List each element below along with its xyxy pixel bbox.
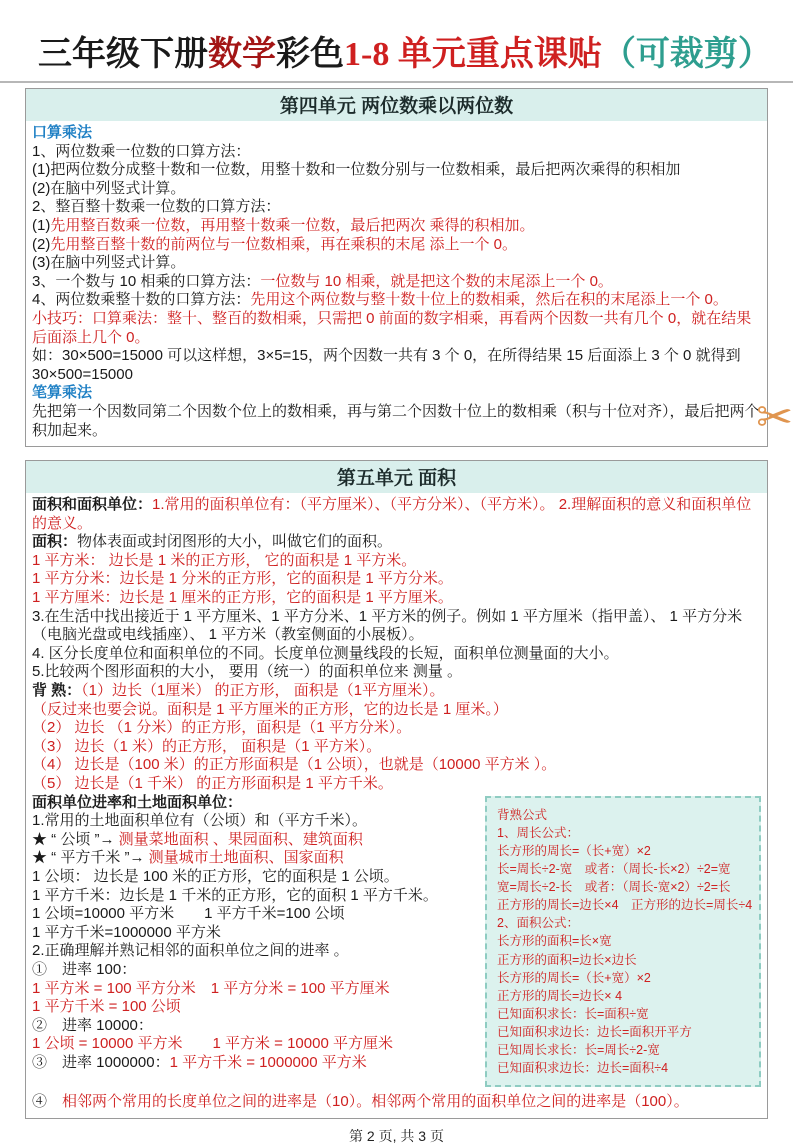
text-segment: （3） 边长（1 米）的正方形， 面积是（1 平方米）。 <box>32 737 382 755</box>
text-line <box>32 738 761 757</box>
text-line <box>32 161 761 180</box>
text-segment: 1、两位数乘一位数的口算方法： <box>32 142 251 160</box>
text-segment: 1 公顷 = 10000 平方米 1 平方米 = 10000 平方厘米 <box>32 1035 393 1053</box>
text-segment: 1 平方千米=1000000 平方米 <box>32 923 221 941</box>
text-segment: 小技巧：口算乘法：整十、整百的数相乘，只需把 0 前面的数字相乘，再看两个因数一共有几个 0，就在结果后面添上几个 0。 <box>32 309 752 346</box>
text-line <box>32 608 761 645</box>
text-segment: 如：30×500=15000 可以这样想，3×5=15，两个因数一共有 3 个 0，在所得结果 15 后面添上 3 个 0 就得到 30×500=15000 <box>32 347 741 383</box>
formula-line: 已知面积求边长：边长=面积÷4 <box>497 1061 669 1076</box>
text-segment: 先用整百数乘一位数，再用整十数乘一位数，最后把两次 乘得的积相加。 <box>50 216 535 234</box>
text-line <box>32 496 761 533</box>
formula-line: 正方形的周长=边长× 4 <box>497 988 623 1003</box>
text-segment: ③ 进率 1000000： <box>32 1053 170 1071</box>
title-segment: 数学 <box>208 36 276 73</box>
text-line <box>32 403 761 440</box>
text-segment: （4） 边长是（100 米）的正方形面积是（1 公顷），也就是（10000 平方米 ）。 <box>32 756 557 774</box>
text-segment: (1) <box>32 216 51 234</box>
text-line <box>32 124 761 143</box>
title-segment: 彩色 <box>276 36 344 73</box>
text-segment: 口算乘法 <box>32 124 93 141</box>
text-line <box>32 291 761 310</box>
text-line <box>32 756 761 775</box>
text-segment: 面积单位进率和土地面积单位： <box>32 793 243 811</box>
formula-line: 2、面积公式： <box>497 916 579 931</box>
text-segment: ② 进率 10000： <box>32 1016 153 1034</box>
text-segment: 1.常用的面积单位有：（平方厘米）、（平方分米）、（平方米）。 2.理解面积的意义和面积单位的意义。 <box>32 496 752 532</box>
text-line <box>32 273 761 292</box>
text-line <box>32 347 761 384</box>
text-segment: 先用这个两位数与整十数十位上的数相乘，然后在积的末尾添上一个 0。 <box>250 291 728 309</box>
text-line <box>32 384 761 403</box>
formula-line: 背熟公式 <box>497 807 548 822</box>
formula-line: 正方形的周长=边长×4 正方形的边长=周长÷4 <box>497 898 753 913</box>
text-segment: 5.比较两个图形面积的大小， 要用（统一）的面积单位来 测量 。 <box>32 663 463 681</box>
section-header-unit5: 第五单元 面积 <box>26 461 767 493</box>
text-segment: （反过来也要会说。面积是 1 平方厘米的正方形，它的边长是 1 厘米。） <box>32 700 508 718</box>
formula-box <box>485 796 761 1088</box>
text-segment: 背 熟： <box>32 682 82 700</box>
formula-line: 已知面积求边长：边长=面积开平方 <box>497 1025 692 1040</box>
text-segment: (2) <box>32 235 51 253</box>
text-segment: ★ “ 平方千米 ”→ <box>32 849 149 867</box>
text-segment: ★ “ 公顷 ”→ <box>32 830 119 848</box>
formula-line: 正方形的面积=边长×边长 <box>497 952 637 967</box>
title-segment: （可裁剪） <box>601 36 772 73</box>
text-segment: ④ <box>32 1093 63 1111</box>
text-line <box>32 719 761 738</box>
text-segment: 面积： <box>32 533 78 551</box>
text-segment: 1 平方厘米：边长是 1 厘米的正方形，它的面积是 1 平方厘米。 <box>32 589 453 607</box>
formula-line: 宽=周长÷2-长 或者：（周长-宽×2）÷2=长 <box>497 880 731 895</box>
text-segment: 测量城市土地面积、国家面积 <box>148 849 344 867</box>
text-line <box>32 310 761 347</box>
text-line <box>32 552 761 571</box>
text-segment: 1.常用的土地面积单位有（公顷）和（平方千米）。 <box>32 812 368 830</box>
title-bar <box>0 0 793 83</box>
text-segment: 一位数与 10 相乘，就是把这个数的末尾添上一个 0。 <box>260 272 613 290</box>
formula-line: 长=周长÷2-宽 或者：（周长-长×2）÷2=宽 <box>497 861 731 876</box>
section-body-unit5 <box>26 493 767 1118</box>
text-segment: （2） 边长 （1 分米）的正方形，面积是（1 平方分米）。 <box>32 719 412 737</box>
section-unit5 <box>25 460 768 1119</box>
text-line <box>32 236 761 255</box>
text-segment: （5） 边长是（1 千米） 的正方形面积是 1 平方千米。 <box>32 775 393 792</box>
text-line <box>32 254 761 273</box>
text-segment: 笔算乘法 <box>32 384 93 402</box>
text-segment: 2、整百整十数乘一位数的口算方法： <box>32 198 281 216</box>
text-segment: 4. 区分长度单位和面积单位的不同。长度单位测量线段的长短，面积单位测量面的大小。 <box>32 644 619 662</box>
formula-line: 1、周长公式： <box>497 825 579 840</box>
text-line <box>32 701 761 720</box>
text-segment: 2.正确理解并熟记相邻的面积单位之间的进率 。 <box>32 942 349 960</box>
section-header-unit4: 第四单元 两位数乘以两位数 <box>26 89 767 121</box>
formula-line: 已知周长求长：长=周长÷2-宽 <box>497 1043 660 1058</box>
text-segment: 1 平方千米 = 100 公顷 <box>32 998 181 1016</box>
text-line <box>32 775 761 794</box>
text-line <box>32 533 761 552</box>
section-body-unit4 <box>26 121 767 446</box>
title-segment: 三年级下册 <box>38 36 208 73</box>
text-segment: 相邻两个常用的长度单位之间的进率是（10）。相邻两个常用的面积单位之间的进率是（100）。 <box>62 1093 689 1111</box>
text-segment: 1 平方千米：边长是 1 千米的正方形，它的面积 1 平方千米。 <box>32 886 438 904</box>
text-line <box>32 198 761 217</box>
text-line <box>32 682 761 701</box>
title-segment: 1-8 单元重点课贴 <box>344 36 602 73</box>
text-segment: 1 公顷： 边长是 100 米的正方形，它的面积是 1 公顷。 <box>32 867 399 885</box>
text-segment: 面积和面积单位： <box>32 496 153 514</box>
formula-line: 已知面积求长：长=面积÷宽 <box>497 1006 649 1021</box>
text-segment: ① 进率 100： <box>32 960 137 978</box>
text-line <box>32 645 761 664</box>
text-segment: 1 平方千米 = 1000000 平方米 <box>169 1053 367 1071</box>
text-line <box>32 217 761 236</box>
text-segment: （1）边长（1厘米） 的正方形， 面积是（1平方厘米）。 <box>81 682 445 700</box>
text-segment: 测量菜地面积 、果园面积、建筑面积 <box>118 830 363 848</box>
text-segment: 1 公顷=10000 平方米 1 平方千米=100 公顷 <box>32 905 345 923</box>
unit5-wrap-region <box>32 794 761 1112</box>
text-segment: (3)在脑中列竖式计算。 <box>32 254 186 272</box>
formula-line: 长方形的周长=（长+宽）×2 <box>497 843 651 858</box>
text-line <box>32 1093 761 1112</box>
text-segment: (2)在脑中列竖式计算。 <box>32 179 186 197</box>
text-line <box>32 143 761 162</box>
page-content <box>0 88 793 1146</box>
scissors-icon: ✂ <box>756 393 793 442</box>
page-footer: 第 2 页, 共 3 页 <box>349 1128 444 1145</box>
text-line <box>32 663 761 682</box>
unit5-top-lines <box>32 496 761 794</box>
formula-line: 长方形的周长=（长+宽）×2 <box>497 970 651 985</box>
text-segment: 先把第一个因数同第二个因数个位上的数相乘，再与第二个因数十位上的数相乘（积与十位对齐），最后把两个积加起来。 <box>32 402 760 439</box>
text-segment: 3.在生活中找出接近于 1 平方厘米、1 平方分米、1 平方米的例子。例如 1 平方厘米（指甲盖）、 1 平方分米（电脑光盘或电线插座）、 1 平方米（教室侧面的小展板）。 <box>32 607 743 644</box>
text-segment: 1 平方米 = 100 平方分米 1 平方分米 = 100 平方厘米 <box>32 979 390 997</box>
section-unit4 <box>25 88 768 447</box>
text-line <box>32 180 761 199</box>
text-segment: 物体表面或封闭图形的大小，叫做它们的面积。 <box>77 533 393 551</box>
text-segment: 3、一个数与 10 相乘的口算方法： <box>32 272 261 290</box>
text-segment: 1 平方米： 边长是 1 米的正方形， 它的面积是 1 平方米。 <box>32 551 417 569</box>
text-segment: 4、两位数乘整十数的口算方法： <box>32 291 251 309</box>
text-segment: 先用整百整十数的前两位与一位数相乘，再在乘积的末尾 添上一个 0。 <box>50 235 518 253</box>
text-segment: (1)把两位数分成整十数和一位数，用整十数和一位数分别与一位数相乘，最后把两次乘得的积相加 <box>32 161 681 179</box>
formula-line: 长方形的面积=长×宽 <box>497 934 612 949</box>
page-title <box>38 26 772 75</box>
text-line <box>32 589 761 608</box>
text-line <box>32 570 761 589</box>
text-segment: 1 平方分米：边长是 1 分米的正方形，它的面积是 1 平方分米。 <box>32 570 453 588</box>
